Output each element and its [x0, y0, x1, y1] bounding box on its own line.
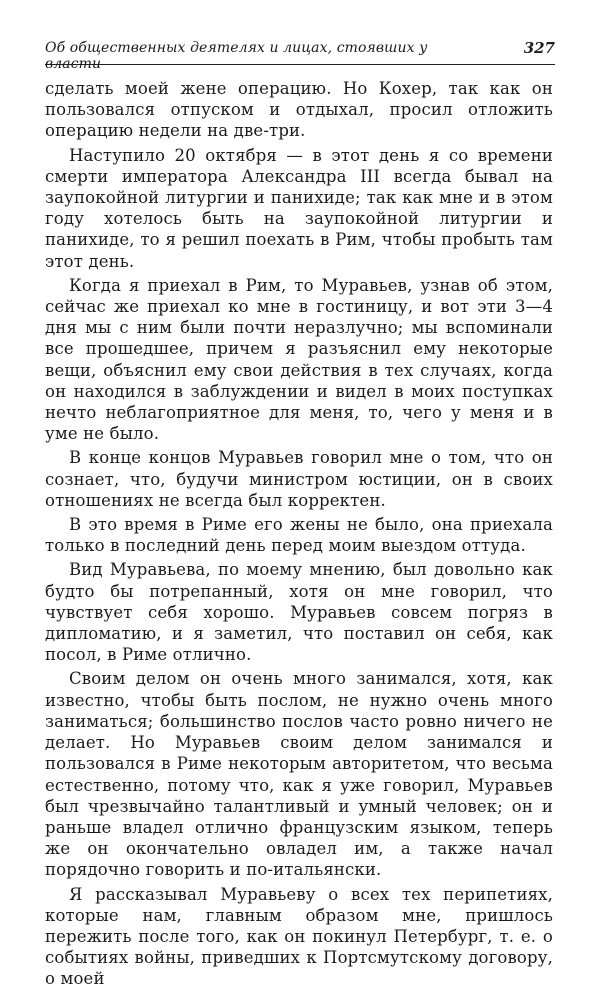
paragraph: Когда я приехал в Рим, то Муравьев, узнав об этом, сейчас же приехал ко мне в гостиницу, и вот эти 3—4 дня мы с ним были почти неразлучно; мы вспоминали все прошедшее, причем я разъяснил ему некоторые вещи, объяснил ему свои действия в тех случаях, когда он находился в заблуждении и видел в моих поступках нечто неблагоприятное для меня, то, чего у меня и в уме не было.: [45, 275, 553, 444]
paragraph: Наступило 20 октября — в этот день я со времени смерти императора Александра III всегда бывал на заупокойной литургии и панихиде; так как мне и в этом году хотелось быть на заупокойной литургии и панихиде, то я решил поехать в Рим, чтобы пробыть там этот день.: [45, 145, 553, 271]
paragraph: Вид Муравьева, по моему мнению, был довольно как будто бы потрепанный, хотя он мне говорил, что чувствует себя хорошо. Муравьев совсем погряз в дипломатию, и я заметил, что поставил он себя, как посол, в Риме отлично.: [45, 560, 553, 665]
page-number: 327: [523, 39, 555, 57]
paragraph: сделать моей жене операцию. Но Кохер, так как он пользовался отпуском и отдыхал, просил отложить операцию недели на две-три.: [45, 79, 553, 141]
paragraph: Я рассказывал Муравьеву о всех тех перипетиях, которые нам, главным образом мне, пришлось пережить после того, как он покинул Петербург, т. е. о событиях войны, приведших к Портсмутскому договору, о моей: [45, 884, 553, 989]
paragraph: В конце концов Муравьев говорил мне о том, что он сознает, что, будучи министром юстиции, он в своих отношениях не всегда был корректен.: [45, 448, 553, 510]
running-header: [45, 38, 555, 72]
paragraph: В это время в Риме его жены не было, она приехала только в последний день перед моим выездом оттуда.: [45, 515, 553, 556]
paragraph: Своим делом он очень много занимался, хотя, как известно, чтобы быть послом, не нужно очень много заниматься; большинство послов часто ровно ничего не делает. Но Муравьев своим делом занимался и пользовался в Риме некоторым авторитетом, что весьма естественно, потому что, как я уже говорил, Муравьев был чрезвычайно талантливый и умный человек; он и раньше владел отлично французским языком, теперь же он окончательно овладел им, а также начал порядочно говорить и по-итальянски.: [45, 669, 553, 880]
page-body: [45, 78, 553, 990]
running-title: Об общественных деятелях и лицах, стоявших у власти: [45, 40, 428, 72]
